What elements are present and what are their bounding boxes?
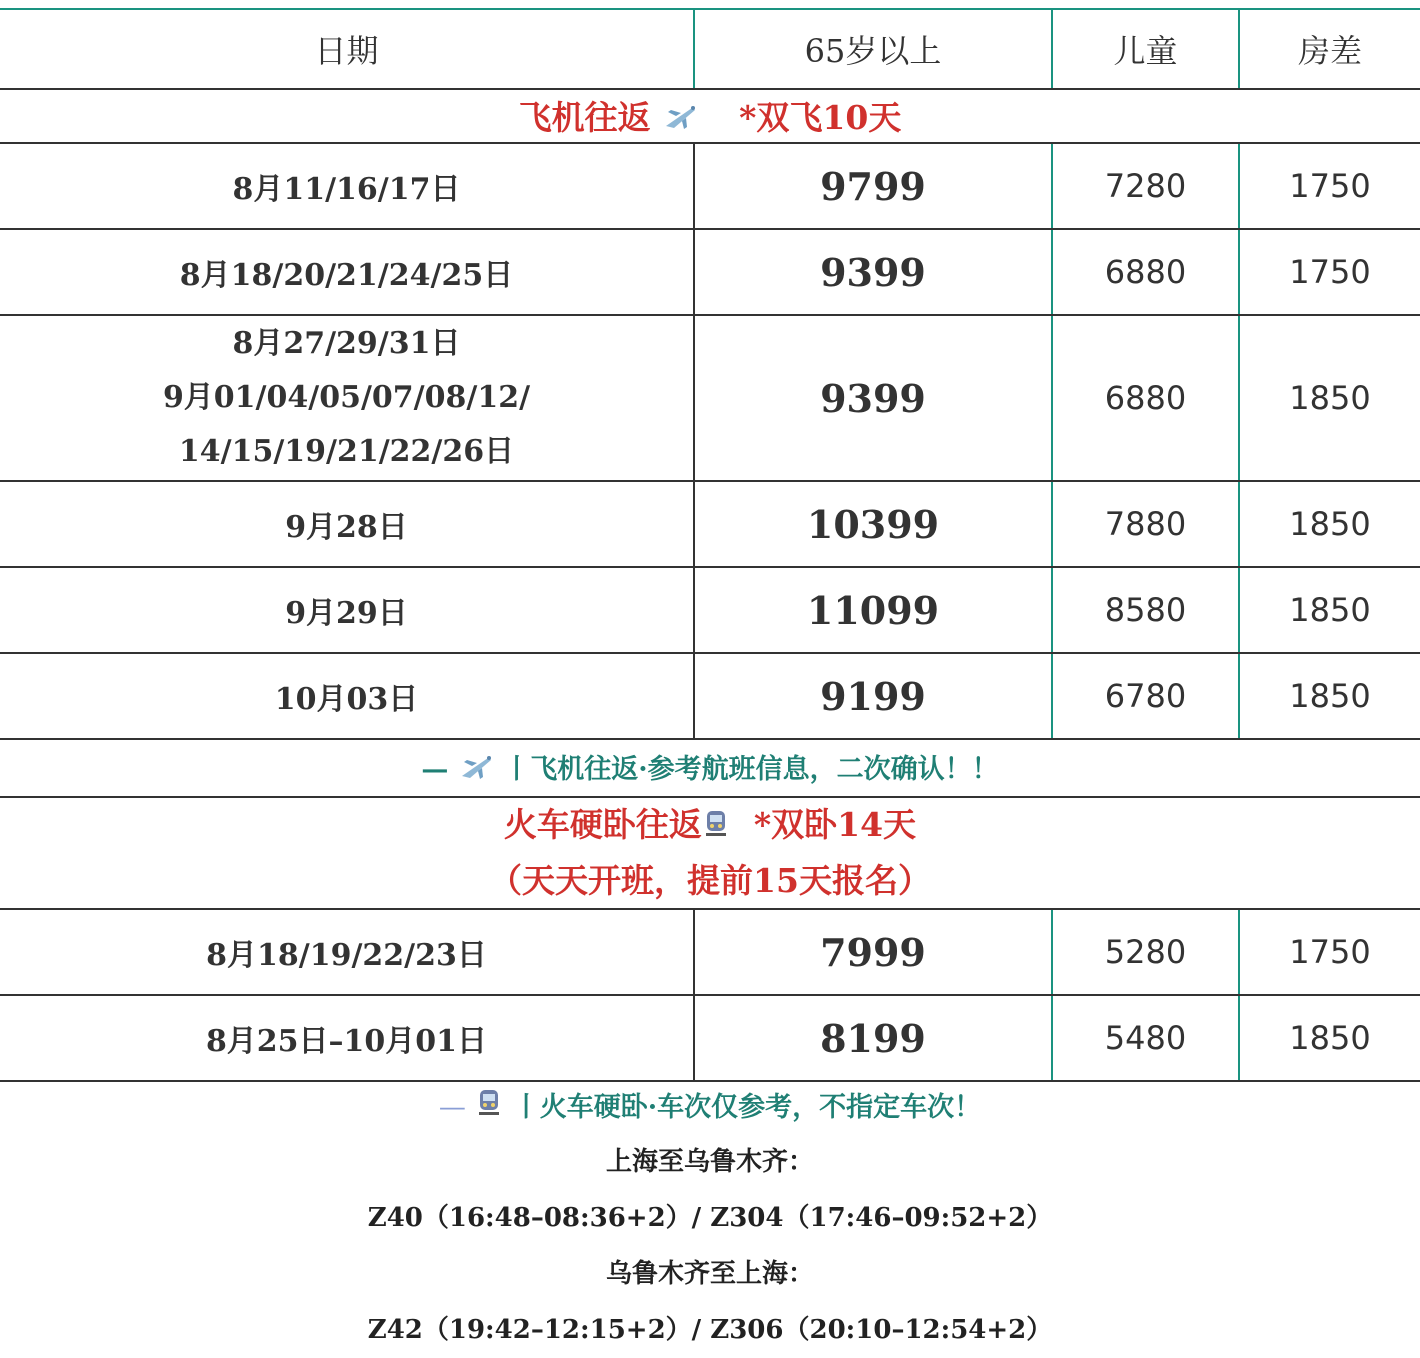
date-line: 8月27/29/31日 [232, 326, 461, 361]
child-price-cell: 8580 [1052, 567, 1239, 653]
date-cell [0, 653, 694, 739]
train-section-subtitle: *双卧14天 [753, 805, 917, 844]
train-schedule [0, 1082, 1420, 1358]
room-diff-cell: 1850 [1239, 995, 1420, 1081]
date-line: 9月01/04/05/07/08/12/ [162, 380, 531, 415]
room-diff-cell: 1850 [1239, 567, 1420, 653]
date-cell [0, 481, 694, 567]
date-cell [0, 315, 694, 481]
train-note [0, 1082, 1420, 1134]
room-diff-cell: 1750 [1239, 143, 1420, 229]
child-price-cell: 6880 [1052, 229, 1239, 315]
date-line: 8月25日–10月01日 [205, 1024, 488, 1059]
airplane-icon [458, 752, 494, 789]
header-room: 房差 [1239, 9, 1420, 89]
room-diff-cell: 1850 [1239, 315, 1420, 481]
header-senior: 65岁以上 [694, 9, 1052, 89]
senior-price-cell: 9399 [694, 229, 1052, 315]
date-line: 9月28日 [285, 510, 408, 545]
schedule-line-2: Z40（16:48–08:36+2）/ Z304（17:46–09:52+2） [367, 1203, 1053, 1233]
train-section-row [0, 797, 1420, 909]
table-row [0, 909, 1420, 995]
table-row [0, 653, 1420, 739]
room-diff-cell: 1850 [1239, 481, 1420, 567]
senior-price-cell: 8199 [694, 995, 1052, 1081]
flight-section-title [0, 89, 1420, 143]
schedule-line-4: Z42（19:42–12:15+2）/ Z306（20:10–12:54+2） [367, 1315, 1053, 1345]
date-cell [0, 567, 694, 653]
table-row [0, 229, 1420, 315]
flight-section-label: 飞机往返 [518, 98, 651, 138]
date-line: 9月29日 [285, 596, 408, 631]
flight-note-dash: — [421, 754, 449, 785]
date-line: 14/15/19/21/22/26日 [178, 434, 515, 469]
header-child: 儿童 [1052, 9, 1239, 89]
flight-note-row [0, 739, 1420, 797]
senior-price-cell: 9399 [694, 315, 1052, 481]
date-cell [0, 229, 694, 315]
table-row [0, 481, 1420, 567]
table-row [0, 995, 1420, 1081]
table-row [0, 567, 1420, 653]
train-section-line2: （天天开班，提前15天报名） [489, 861, 931, 900]
date-line: 8月11/16/17日 [232, 172, 461, 207]
child-price-cell: 6780 [1052, 653, 1239, 739]
train-section-label: 火车硬卧往返 [503, 805, 702, 844]
flight-note [0, 739, 1420, 797]
senior-price-cell: 9799 [694, 143, 1052, 229]
date-line: 8月18/20/21/24/25日 [179, 258, 514, 293]
schedule-line-1: 上海至乌鲁木齐： [605, 1147, 814, 1177]
flight-section-row [0, 89, 1420, 143]
flight-section-subtitle: *双飞10天 [739, 98, 902, 138]
room-diff-cell: 1750 [1239, 229, 1420, 315]
date-line: 8月18/19/22/23日 [206, 938, 487, 973]
date-line: 10月03日 [274, 682, 419, 717]
room-diff-cell: 1850 [1239, 653, 1420, 739]
child-price-cell: 7880 [1052, 481, 1239, 567]
senior-price-cell: 11099 [694, 567, 1052, 653]
senior-price-cell: 9199 [694, 653, 1052, 739]
room-diff-cell: 1750 [1239, 909, 1420, 995]
date-cell [0, 909, 694, 995]
train-note-text: 丨火车硬卧·车次仅参考，不指定车次！ [512, 1092, 982, 1123]
train-section-title [0, 797, 1420, 909]
child-price-cell: 7280 [1052, 143, 1239, 229]
flight-note-text: 丨飞机往返·参考航班信息，二次确认！！ [503, 754, 999, 785]
table-row [0, 315, 1420, 481]
date-cell [0, 143, 694, 229]
child-price-cell: 6880 [1052, 315, 1239, 481]
child-price-cell: 5280 [1052, 909, 1239, 995]
train-icon [475, 1083, 503, 1135]
date-cell [0, 995, 694, 1081]
senior-price-cell: 7999 [694, 909, 1052, 995]
schedule-line-3: 乌鲁木齐至上海： [605, 1259, 814, 1289]
senior-price-cell: 10399 [694, 481, 1052, 567]
table-row [0, 143, 1420, 229]
airplane-icon [662, 101, 698, 140]
header-date: 日期 [0, 9, 694, 89]
child-price-cell: 5480 [1052, 995, 1239, 1081]
train-icon [702, 800, 730, 854]
table-header-row [0, 9, 1420, 89]
train-note-dash: — [438, 1092, 466, 1123]
price-table [0, 8, 1420, 1082]
